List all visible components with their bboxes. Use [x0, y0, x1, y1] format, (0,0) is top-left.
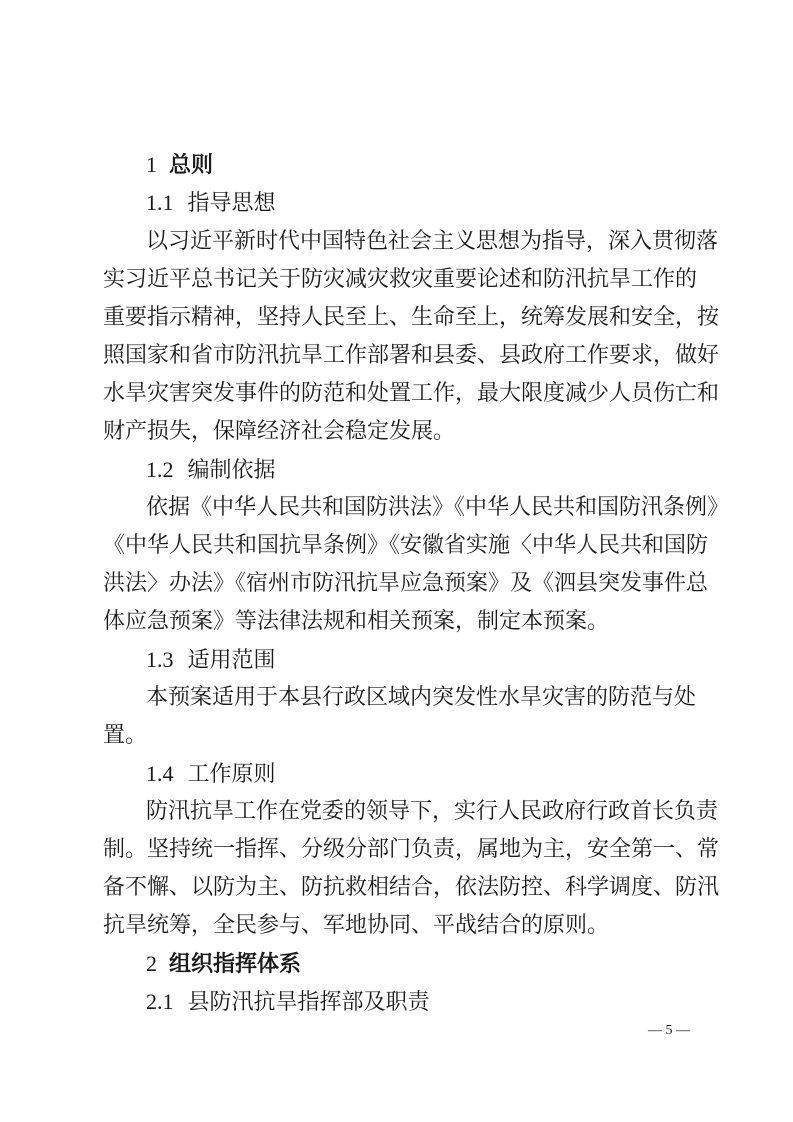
paragraph-line: 备不懈、以防为主、防抗救相结合，依法防控、科学调度、防汛: [103, 875, 720, 900]
paragraph-line: 依据《中华人民共和国防洪法》《中华人民共和国防汛条例》: [146, 495, 730, 520]
heading-section-1-3: [146, 645, 276, 676]
heading-section-1-2: [146, 455, 276, 486]
heading-number: 1.3: [146, 647, 174, 672]
heading-title: 组织指挥体系: [169, 952, 302, 977]
heading-number: 1.2: [146, 457, 174, 482]
paragraph-line: 照国家和省市防汛抗旱工作部署和县委、县政府工作要求，做好: [103, 343, 720, 368]
heading-section-1-4: [146, 759, 276, 790]
heading-number: 1.4: [146, 761, 174, 786]
paragraph-line: 置。: [103, 723, 148, 748]
paragraph-line: 重要指示精神，坚持人民至上、生命至上，统筹发展和安全，按: [103, 305, 720, 330]
paragraph-line: 水旱灾害突发事件的防范和处置工作，最大限度减少人员伤亡和: [103, 381, 720, 406]
heading-title: 编制依据: [187, 458, 276, 483]
paragraph-line: 财产损失，保障经济社会稳定发展。: [103, 419, 456, 444]
page-number: — 5 —: [648, 1023, 690, 1038]
heading-title: 总则: [169, 153, 214, 178]
heading-section-2-1: [146, 987, 430, 1018]
paragraph-line: 以习近平新时代中国特色社会主义思想为指导，深入贯彻落: [146, 229, 719, 254]
heading-title: 县防汛抗旱指挥部及职责: [187, 990, 430, 1015]
heading-title: 工作原则: [187, 762, 276, 787]
heading-number: 2.1: [146, 989, 174, 1014]
heading-title: 指导思想: [187, 191, 276, 216]
paragraph-line: 实习近平总书记关于防灾减灾救灾重要论述和防汛抗旱工作的: [103, 267, 698, 292]
paragraph-line: 体应急预案》等法律法规和相关预案，制定本预案。: [103, 609, 610, 634]
paragraph-line: 制。坚持统一指挥、分级分部门负责，属地为主，安全第一、常: [103, 837, 720, 862]
paragraph-line: 本预案适用于本县行政区域内突发性水旱灾害的防范与处: [146, 685, 697, 710]
paragraph-line: 洪法〉办法》《宿州市防汛抗旱应急预案》及《泗县突发事件总: [103, 571, 709, 596]
heading-section-1-1: [146, 188, 276, 219]
heading-title: 适用范围: [187, 648, 276, 673]
heading-section-1: [146, 150, 213, 181]
heading-number: 1: [146, 152, 157, 177]
paragraph-line: 抗旱统筹，全民参与、军地协同、平战结合的原则。: [103, 913, 610, 938]
paragraph-line: 《中华人民共和国抗旱条例》《安徽省实施〈中华人民共和国防: [103, 533, 709, 558]
heading-number: 1.1: [146, 190, 174, 215]
heading-section-2: [146, 949, 301, 980]
paragraph-line: 防汛抗旱工作在党委的领导下，实行人民政府行政首长负责: [146, 799, 719, 824]
heading-number: 2: [146, 951, 157, 976]
